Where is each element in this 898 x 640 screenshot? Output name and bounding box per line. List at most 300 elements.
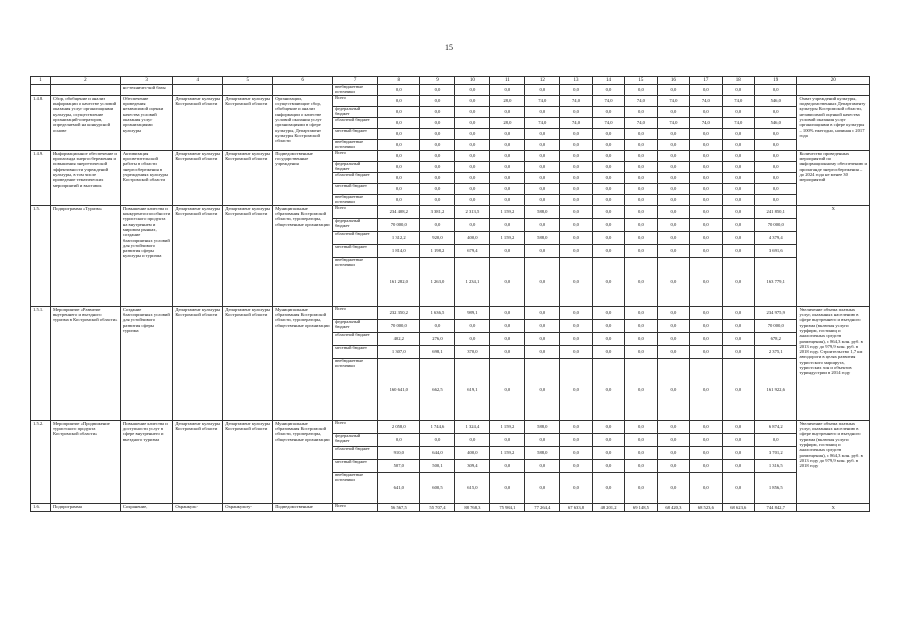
- column-header: 20: [797, 77, 870, 85]
- value-cell: 0,0: [560, 139, 592, 150]
- value-cell: 3 691,6: [755, 244, 797, 257]
- value-cell: 0,0: [722, 194, 754, 205]
- value-cell: 662,5: [420, 358, 455, 420]
- source-cell: внебюджетные источники: [333, 358, 378, 420]
- column-header: 9: [420, 77, 455, 85]
- goal-cell: но-техничес-кой базы: [120, 85, 172, 96]
- value-cell: 0,0: [490, 106, 525, 117]
- value-cell: 0,0: [420, 218, 455, 231]
- executor-cell: Департамент культуры Костромской области: [173, 205, 223, 306]
- cell: [797, 85, 870, 96]
- value-cell: 1 159,2: [490, 420, 525, 433]
- table-body: [31, 77, 870, 512]
- coexecutor-cell: Департамент культуры Костромской области: [223, 150, 273, 205]
- row-number-cell: 1.4.9.: [31, 150, 51, 205]
- source-cell: областной бюджет: [333, 117, 378, 128]
- value-cell: 0,0: [657, 306, 689, 319]
- value-cell: 0,0: [525, 128, 560, 139]
- value-cell: 0,0: [490, 128, 525, 139]
- value-cell: 70 000,0: [755, 319, 797, 332]
- value-cell: 0,0: [420, 433, 455, 446]
- value-cell: 0,0: [722, 446, 754, 459]
- table-row: [31, 85, 870, 96]
- value-cell: 679,4: [455, 244, 490, 257]
- participants-cell: Организации, осуществляющие сбор, обобщение и анализ информации о качестве условий оказания услуг организациями в сфере культуры, Департамент культуры Костромской области: [273, 95, 333, 150]
- value-cell: 0,0: [525, 106, 560, 117]
- value-cell: 0,0: [455, 218, 490, 231]
- source-cell: внебюджетные источники: [333, 139, 378, 150]
- value-cell: 0,0: [592, 345, 624, 358]
- value-cell: 0,0: [420, 95, 455, 106]
- value-cell: 0,0: [690, 319, 722, 332]
- value-cell: 0,0: [690, 420, 722, 433]
- coexecutor-cell: Департамент культуры Костромской области: [223, 306, 273, 420]
- value-cell: 0,0: [420, 161, 455, 172]
- value-cell: 74,0: [625, 117, 657, 128]
- value-cell: 0,0: [657, 358, 689, 420]
- value-cell: 0,0: [755, 183, 797, 194]
- value-cell: 75 984,1: [490, 503, 525, 511]
- value-cell: 0,0: [592, 161, 624, 172]
- value-cell: 0,0: [490, 244, 525, 257]
- value-cell: 74,0: [560, 95, 592, 106]
- value-cell: 2 313,5: [455, 205, 490, 218]
- value-cell: 0,0: [657, 472, 689, 503]
- value-cell: 0,0: [378, 139, 420, 150]
- value-cell: 0,0: [525, 306, 560, 319]
- id-cell: 1.6.: [31, 503, 51, 511]
- source-cell: федеральный бюджет: [333, 433, 378, 446]
- table-row: [31, 150, 870, 161]
- value-cell: 68 623,6: [722, 503, 754, 511]
- value-cell: 0,0: [455, 106, 490, 117]
- value-cell: 0,0: [722, 150, 754, 161]
- value-cell: 400,0: [455, 231, 490, 244]
- column-header: 11: [490, 77, 525, 85]
- value-cell: 0,0: [378, 194, 420, 205]
- value-cell: 0,0: [690, 446, 722, 459]
- value-cell: 0,0: [560, 420, 592, 433]
- value-cell: 0,0: [420, 128, 455, 139]
- value-cell: 989,1: [455, 306, 490, 319]
- value-cell: 0,0: [690, 194, 722, 205]
- value-cell: 0,0: [560, 433, 592, 446]
- value-cell: 0,0: [722, 218, 754, 231]
- value-cell: 400,0: [455, 446, 490, 459]
- value-cell: 1 159,2: [490, 231, 525, 244]
- value-cell: 0,0: [657, 332, 689, 345]
- value-cell: 0,0: [420, 85, 455, 96]
- value-cell: 0,0: [722, 319, 754, 332]
- value-cell: 0,0: [525, 172, 560, 183]
- value-cell: 370,0: [455, 345, 490, 358]
- source-cell: Всего: [333, 205, 378, 218]
- goal-cell: Повышение качества и конкурентоспособности туристского продукта на внутреннем и мировом рынках, создание благоприятных условий для устойчивого развития сферы культуры и туризма: [120, 205, 172, 306]
- source-cell: Всего: [333, 503, 378, 511]
- value-cell: 1 856,5: [755, 472, 797, 503]
- value-cell: 0,0: [525, 257, 560, 306]
- value-cell: 160 641,0: [378, 358, 420, 420]
- value-cell: 309,4: [455, 459, 490, 472]
- value-cell: 0,0: [378, 95, 420, 106]
- value-cell: 0,0: [690, 244, 722, 257]
- value-cell: 0,0: [490, 358, 525, 420]
- value-cell: 0,0: [455, 183, 490, 194]
- participants-cell: Подведомственные: [273, 503, 333, 511]
- row-number-cell: 1.4.8.: [31, 95, 51, 150]
- column-header: 7: [333, 77, 378, 85]
- value-cell: 402,2: [378, 332, 420, 345]
- value-cell: 0,0: [625, 345, 657, 358]
- value-cell: 0,0: [490, 433, 525, 446]
- coexecutor-cell: Департамент культуры Костромской области: [223, 420, 273, 503]
- value-cell: 0,0: [625, 244, 657, 257]
- value-cell: 74,0: [690, 117, 722, 128]
- value-cell: 0,0: [490, 85, 525, 96]
- column-header: 16: [657, 77, 689, 85]
- value-cell: 0,0: [657, 420, 689, 433]
- value-cell: 163 779,1: [755, 257, 797, 306]
- value-cell: 0,0: [657, 183, 689, 194]
- source-cell: местный бюджет: [333, 459, 378, 472]
- value-cell: 0,0: [657, 446, 689, 459]
- source-cell: внебюджетные источники: [333, 472, 378, 503]
- value-cell: 500,1: [420, 459, 455, 472]
- value-cell: 0,0: [420, 139, 455, 150]
- value-cell: 0,0: [560, 345, 592, 358]
- value-cell: 0,0: [525, 150, 560, 161]
- value-cell: 0,0: [690, 345, 722, 358]
- value-cell: 0,0: [592, 306, 624, 319]
- value-cell: 0,0: [378, 85, 420, 96]
- column-header: 15: [625, 77, 657, 85]
- value-cell: 0,0: [378, 183, 420, 194]
- value-cell: 0,0: [592, 205, 624, 218]
- value-cell: 0,0: [722, 106, 754, 117]
- column-header: 2: [50, 77, 120, 85]
- value-cell: 615,0: [455, 472, 490, 503]
- column-header: 8: [378, 77, 420, 85]
- value-cell: 678,2: [755, 332, 797, 345]
- value-cell: 0,0: [625, 446, 657, 459]
- header-row: [31, 77, 870, 85]
- value-cell: 0,0: [455, 95, 490, 106]
- value-cell: 0,0: [525, 345, 560, 358]
- value-cell: 0,0: [560, 319, 592, 332]
- value-cell: 0,0: [592, 139, 624, 150]
- value-cell: 0,0: [657, 161, 689, 172]
- value-cell: 920,0: [420, 231, 455, 244]
- value-cell: 0,0: [690, 231, 722, 244]
- value-cell: 0,0: [657, 139, 689, 150]
- value-cell: 69 148,5: [625, 503, 657, 511]
- cell: [223, 85, 273, 96]
- value-cell: 0,0: [722, 139, 754, 150]
- value-cell: 161 922,6: [755, 358, 797, 420]
- value-cell: 0,0: [625, 128, 657, 139]
- executor-cell: Департамент культуры Костромской области: [173, 420, 223, 503]
- value-cell: 0,0: [420, 117, 455, 128]
- value-cell: 0,0: [657, 257, 689, 306]
- value-cell: 0,0: [455, 150, 490, 161]
- value-cell: 2 375,1: [755, 345, 797, 358]
- goal-cell: Создание благоприятных условий для устойчивого развития сферы туризма: [120, 306, 172, 420]
- value-cell: 0,0: [592, 183, 624, 194]
- name-cell: Подпрограмма: [50, 503, 120, 511]
- cell: [50, 85, 120, 96]
- value-cell: 0,0: [490, 319, 525, 332]
- table-row: [31, 503, 870, 511]
- value-cell: 0,0: [455, 332, 490, 345]
- value-cell: 68 523,6: [690, 503, 722, 511]
- value-cell: 0,0: [592, 472, 624, 503]
- value-cell: 70 000,0: [378, 319, 420, 332]
- value-cell: 0,0: [525, 433, 560, 446]
- value-cell: 0,0: [690, 172, 722, 183]
- table-row: [31, 95, 870, 106]
- source-cell: федеральный бюджет: [333, 319, 378, 332]
- value-cell: 0,0: [525, 244, 560, 257]
- value-cell: 0,0: [625, 319, 657, 332]
- value-cell: 0,0: [592, 128, 624, 139]
- value-cell: 0,0: [722, 161, 754, 172]
- value-cell: 0,0: [455, 319, 490, 332]
- value-cell: 546,0: [755, 95, 797, 106]
- value-cell: 0,0: [420, 150, 455, 161]
- cell: [173, 85, 223, 96]
- value-cell: 1 636,5: [420, 306, 455, 319]
- value-cell: 0,0: [560, 161, 592, 172]
- value-cell: 0,0: [592, 85, 624, 96]
- value-cell: 3 381,2: [420, 205, 455, 218]
- cell: [31, 85, 51, 96]
- value-cell: 0,0: [625, 161, 657, 172]
- value-cell: 0,0: [625, 459, 657, 472]
- value-cell: 55 707,4: [420, 503, 455, 511]
- value-cell: 0,0: [657, 433, 689, 446]
- value-cell: 74,0: [625, 95, 657, 106]
- value-cell: 74,0: [592, 95, 624, 106]
- value-cell: 0,0: [690, 85, 722, 96]
- value-cell: 0,0: [592, 446, 624, 459]
- source-cell: Всего: [333, 306, 378, 319]
- value-cell: 0,0: [490, 345, 525, 358]
- value-cell: 0,0: [525, 358, 560, 420]
- source-cell: Всего: [333, 95, 378, 106]
- value-cell: 0,0: [490, 150, 525, 161]
- value-cell: 0,0: [378, 106, 420, 117]
- value-cell: 74,0: [657, 117, 689, 128]
- value-cell: 0,0: [455, 128, 490, 139]
- value-cell: 1 744,6: [420, 420, 455, 433]
- table-row: [31, 420, 870, 433]
- value-cell: 1 159,2: [490, 205, 525, 218]
- value-cell: 3 701,2: [755, 446, 797, 459]
- goal-cell: Повышение качества и доступности услуг в сфере внутреннего и въездного туризма: [120, 420, 172, 503]
- value-cell: 74,0: [560, 117, 592, 128]
- value-cell: 0,0: [722, 244, 754, 257]
- value-cell: 0,0: [525, 161, 560, 172]
- value-cell: 0,0: [525, 459, 560, 472]
- value-cell: 0,0: [625, 420, 657, 433]
- value-cell: 0,0: [455, 433, 490, 446]
- value-cell: 1 198,2: [420, 244, 455, 257]
- value-cell: 0,0: [525, 332, 560, 345]
- column-header: 12: [525, 77, 560, 85]
- column-header: 1: [31, 77, 51, 85]
- value-cell: 77 264,4: [525, 503, 560, 511]
- value-cell: 0,0: [722, 472, 754, 503]
- value-cell: 0,0: [455, 85, 490, 96]
- value-cell: 0,0: [657, 244, 689, 257]
- value-cell: 0,0: [592, 218, 624, 231]
- value-cell: 0,0: [560, 459, 592, 472]
- value-cell: 1 312,2: [378, 231, 420, 244]
- column-header: 3: [120, 77, 172, 85]
- source-cell: федеральный бюджет: [333, 161, 378, 172]
- value-cell: 0,0: [755, 139, 797, 150]
- page-number: 15: [445, 43, 453, 52]
- value-cell: 0,0: [560, 128, 592, 139]
- value-cell: 0,0: [525, 218, 560, 231]
- value-cell: 0,0: [755, 150, 797, 161]
- value-cell: 0,0: [690, 472, 722, 503]
- table-row: [31, 205, 870, 218]
- value-cell: 0,0: [625, 106, 657, 117]
- value-cell: 0,0: [490, 472, 525, 503]
- value-cell: 0,0: [455, 194, 490, 205]
- value-cell: 0,0: [592, 319, 624, 332]
- value-cell: 161 282,0: [378, 257, 420, 306]
- value-cell: 0,0: [378, 161, 420, 172]
- program-table: [30, 76, 870, 512]
- value-cell: 232 350,2: [378, 306, 420, 319]
- value-cell: 0,0: [625, 205, 657, 218]
- activity-name-cell: Сбор, обобщение и анализ информации о качестве условий оказания услуг организациями культуры, осуществление организаций-операторов, определяемой на конкурсной основе: [50, 95, 120, 150]
- source-cell: внебюджетные источники: [333, 85, 378, 96]
- value-cell: 1 263,0: [420, 257, 455, 306]
- value-cell: 74,0: [657, 95, 689, 106]
- value-cell: 0,0: [490, 257, 525, 306]
- value-cell: 0,0: [755, 194, 797, 205]
- value-cell: 0,0: [755, 161, 797, 172]
- value-cell: 0,0: [625, 433, 657, 446]
- value-cell: 0,0: [657, 459, 689, 472]
- value-cell: 600,5: [420, 472, 455, 503]
- value-cell: 0,0: [455, 117, 490, 128]
- result-cell: Увеличение объема платных услуг, оказанных населению в сфере внутреннего и въездного туризма (включая услуги турфирм, гостиниц и аналогичных средств размещения), с 864,3 млн. руб. в 2013 году до 979,9 млн. руб. в 2018 году. Строительство 1,7 км автодороги в целях развития туристского маршрута, туристских зон и объектов туриндустрии в 2014 году: [797, 306, 870, 420]
- value-cell: 88 768,3: [455, 503, 490, 511]
- value-cell: 74,0: [525, 95, 560, 106]
- participants-cell: Муниципальные образования Костромской области, туроператоры, общественные организации: [273, 420, 333, 503]
- value-cell: 0,0: [690, 306, 722, 319]
- value-cell: 0,0: [420, 183, 455, 194]
- value-cell: 644,0: [420, 446, 455, 459]
- value-cell: 0,0: [560, 183, 592, 194]
- value-cell: 588,0: [525, 420, 560, 433]
- value-cell: 0,0: [755, 433, 797, 446]
- value-cell: 0,0: [490, 459, 525, 472]
- source-cell: местный бюджет: [333, 183, 378, 194]
- value-cell: 0,0: [657, 218, 689, 231]
- value-cell: 0,0: [378, 150, 420, 161]
- value-cell: 74,0: [592, 117, 624, 128]
- value-cell: 0,0: [690, 106, 722, 117]
- column-header: 5: [223, 77, 273, 85]
- value-cell: 0,0: [592, 332, 624, 345]
- value-cell: 0,0: [525, 472, 560, 503]
- table-row: [31, 306, 870, 319]
- source-cell: местный бюджет: [333, 128, 378, 139]
- executor-cell: Департамент культуры Костромской области: [173, 150, 223, 205]
- value-cell: 0,0: [420, 172, 455, 183]
- value-cell: 0,0: [592, 459, 624, 472]
- value-cell: 0,0: [625, 306, 657, 319]
- value-cell: 0,0: [657, 128, 689, 139]
- value-cell: 698,1: [420, 345, 455, 358]
- value-cell: 0,0: [490, 183, 525, 194]
- value-cell: 6 874,2: [755, 420, 797, 433]
- value-cell: 0,0: [722, 345, 754, 358]
- source-cell: Всего: [333, 150, 378, 161]
- value-cell: 0,0: [625, 183, 657, 194]
- value-cell: 0,0: [592, 257, 624, 306]
- value-cell: 910,0: [378, 446, 420, 459]
- value-cell: 0,0: [560, 205, 592, 218]
- value-cell: 74,0: [690, 95, 722, 106]
- source-cell: областной бюджет: [333, 332, 378, 345]
- participants-cell: Муниципальные образования Костромской области, туроператоры, общественные организации: [273, 205, 333, 306]
- value-cell: 0,0: [690, 161, 722, 172]
- column-header: 18: [722, 77, 754, 85]
- source-cell: Всего: [333, 420, 378, 433]
- value-cell: 0,0: [625, 150, 657, 161]
- value-cell: 619,1: [455, 358, 490, 420]
- column-header: 19: [755, 77, 797, 85]
- value-cell: 0,0: [560, 257, 592, 306]
- value-cell: 0,0: [592, 194, 624, 205]
- value-cell: 0,0: [560, 150, 592, 161]
- value-cell: 0,0: [420, 194, 455, 205]
- row-number-cell: 1.5.: [31, 205, 51, 306]
- value-cell: 0,0: [657, 231, 689, 244]
- value-cell: 0,0: [722, 332, 754, 345]
- result-cell: Увеличение объема платных услуг, оказанных населению в сфере внутреннего и въездного туризма (включая услуги турфирм, гостиниц и аналогичных средств размещения), с 864,3 млн. руб. в 2013 году до 979,9 млн. руб. в 2018 году: [797, 420, 870, 503]
- goal-cell: Сохранение,: [120, 503, 172, 511]
- value-cell: 0,0: [378, 433, 420, 446]
- column-header: 17: [690, 77, 722, 85]
- value-cell: 0,0: [592, 172, 624, 183]
- value-cell: 744 842,7: [755, 503, 797, 511]
- value-cell: 0,0: [592, 358, 624, 420]
- value-cell: 0,0: [490, 306, 525, 319]
- value-cell: 70 000,0: [378, 218, 420, 231]
- value-cell: 0,0: [490, 139, 525, 150]
- value-cell: 0,0: [690, 139, 722, 150]
- value-cell: 0,0: [525, 183, 560, 194]
- value-cell: 0,0: [690, 128, 722, 139]
- source-cell: областной бюджет: [333, 446, 378, 459]
- value-cell: 588,0: [525, 231, 560, 244]
- participants-cell: Подведомственные государственные учреждения: [273, 150, 333, 205]
- source-cell: внебюджетные источники: [333, 194, 378, 205]
- value-cell: 241 850,1: [755, 205, 797, 218]
- column-header: 13: [560, 77, 592, 85]
- value-cell: 0,0: [722, 433, 754, 446]
- value-cell: 0,0: [455, 172, 490, 183]
- value-cell: 0,0: [657, 150, 689, 161]
- value-cell: 0,0: [690, 218, 722, 231]
